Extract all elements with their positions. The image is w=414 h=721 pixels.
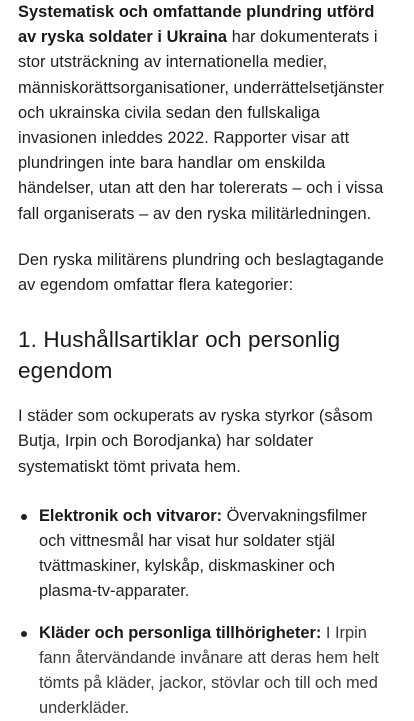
bullet-icon [21,514,27,520]
bullet-icon [21,631,27,637]
categories-intro-paragraph: Den ryska militärens plundring och beslagtagande av egendom omfattar flera kategorier: [18,250,384,295]
bullet-list [18,504,396,721]
list-item [18,504,396,605]
section-heading: 1. Hushållsartiklar och personlig egendom [18,327,341,384]
list-item-bold: Kläder och personliga tillhörigheter: [39,623,322,642]
intro-bold-lead: Systematisk och omfattande plundring utförd av ryska soldater i Ukraina [18,3,375,47]
list-item-bold: Elektronik och vitvaror: [39,506,223,525]
intro-text: har dokumenterats i stor utsträckning av internationella medier, människorättsorganisationer, underrättelsetjänster och ukrainska civila sedan den fullskaliga invasionen inleddes 2022. Rapporter visar att plundringen inte bara handlar om enskilda händelser, utan att den har tolererats – och i vissa fall organiserats – av den ryska militärledningen. [18,28,385,223]
section-body-paragraph: I städer som ockuperats av ryska styrkor (såsom Butja, Irpin och Borodjanka) har soldater systematiskt tömt privata hem. [18,407,373,476]
intro-paragraph [18,0,396,227]
list-item-text: Övervakningsfilmer och vittnesmål har visat hur soldater stjäl tvättmaskiner, kylskåp, diskmaskiner och plasma-tv-apparater. [39,506,367,601]
list-item-text: I Irpin fann återvändande invånare att deras hem helt tömts på kläder, jackor, stövlar och till och med underkläder. [39,623,379,718]
list-item [18,621,396,721]
